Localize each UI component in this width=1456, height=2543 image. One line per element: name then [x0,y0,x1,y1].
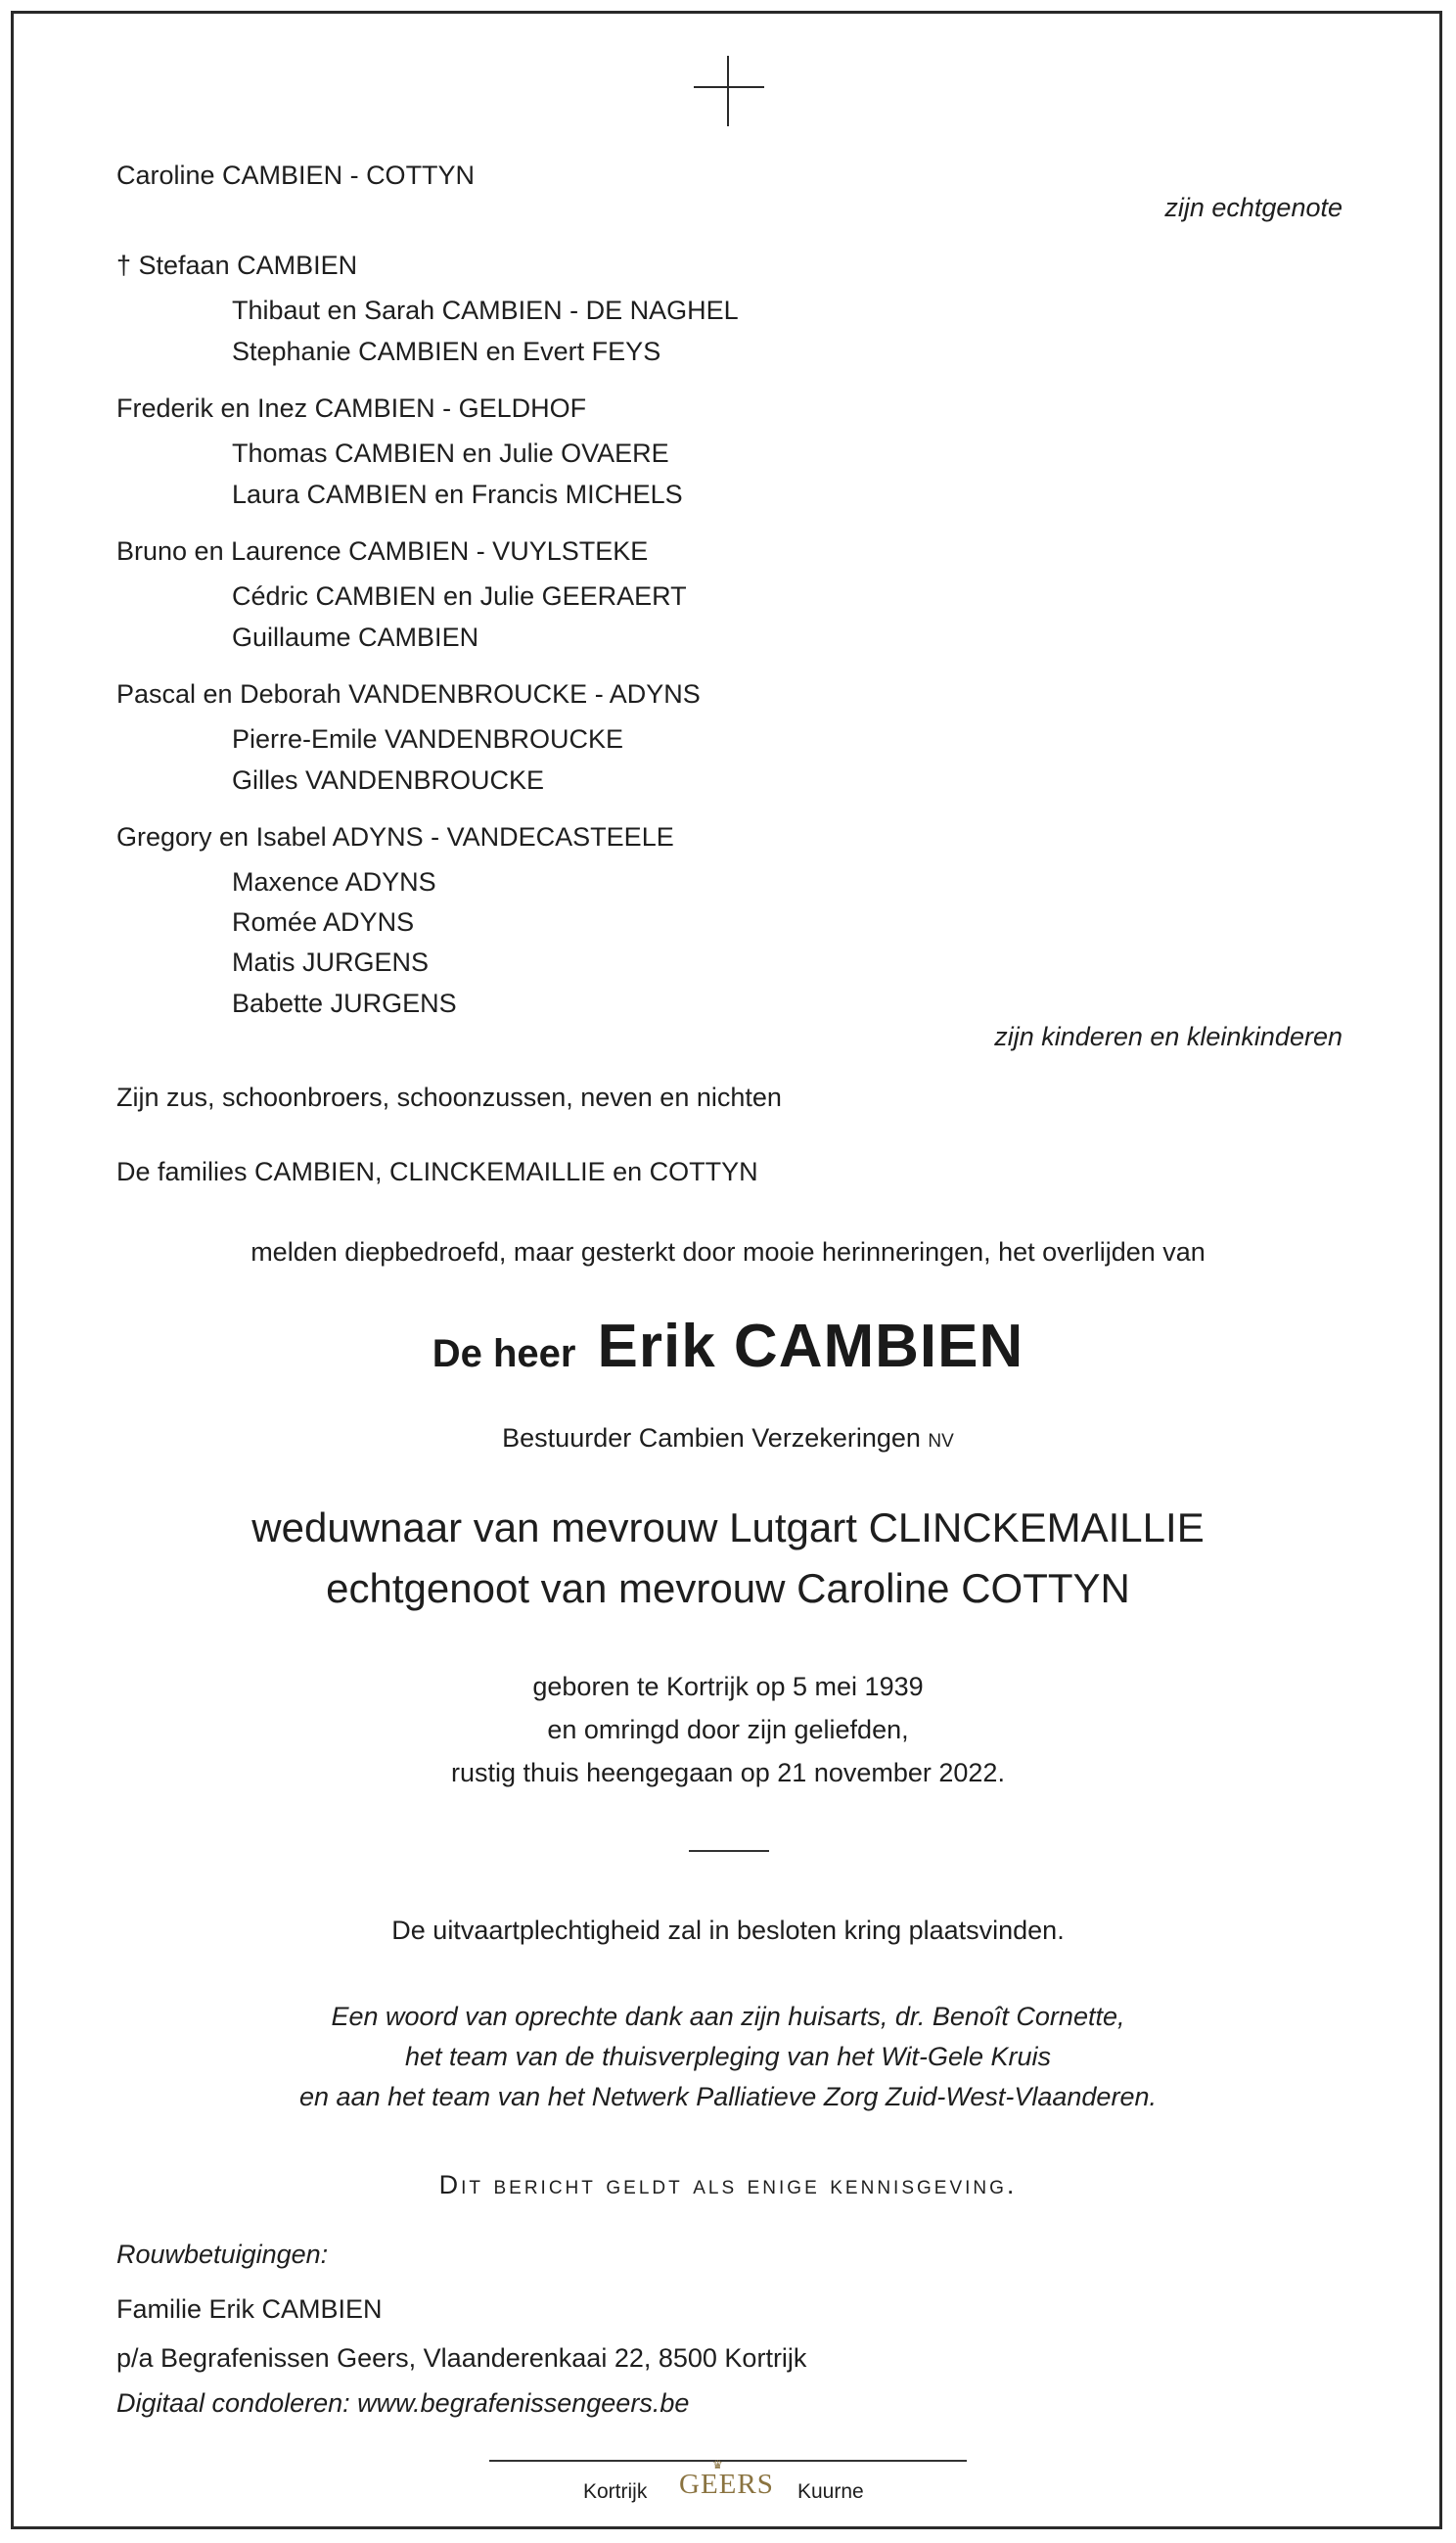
funeral-line: De uitvaartplechtigheid zal in besloten kring plaatsvinden. [391,1916,1065,1945]
family-parent: Bruno en Laurence CAMBIEN - VUYLSTEKE [116,536,649,566]
spouse-role: zijn echtgenote [1164,193,1342,222]
condolences-heading: Rouwbetuigingen: [116,2240,329,2269]
family-child: Guillaume CAMBIEN [232,623,479,652]
footer-left: Kortrijk [583,2480,648,2503]
condolences-address: p/a Begrafenissen Geers, Vlaanderenkaai 22, 8500 Kortrijk [116,2343,807,2373]
family-child: Thibaut en Sarah CAMBIEN - DE NAGHEL [232,296,739,325]
thanks-line: het team van de thuisverpleging van het Wit-Gele Kruis [404,2042,1052,2071]
widower-line: weduwnaar van mevrouw Lutgart CLINCKEMAILLIE [251,1504,1205,1550]
family-child: Thomas CAMBIEN en Julie OVAERE [232,439,669,468]
family-child: Stephanie CAMBIEN en Evert FEYS [232,337,661,366]
footer-right: Kuurne [797,2480,864,2503]
surrounded-line: en omringd door zijn geliefden, [547,1715,909,1744]
family-child: Pierre-Emile VANDENBROUCKE [232,724,624,754]
deceased-prefix: De heer [432,1332,576,1375]
family-child: Cédric CAMBIEN en Julie GEERAERT [232,581,687,611]
deceased-title-text: Bestuurder Cambien Verzekeringen [502,1423,921,1453]
died-line: rustig thuis heengegaan op 21 november 2022. [451,1758,1005,1787]
children-role: zijn kinderen en kleinkinderen [994,1022,1342,1051]
family-child: Maxence ADYNS [232,867,436,897]
cross-icon [727,56,729,126]
family-child: Laura CAMBIEN en Francis MICHELS [232,480,683,509]
condolences-name: Familie Erik CAMBIEN [116,2294,383,2324]
thanks-line: en aan het team van het Netwerk Palliatieve Zorg Zuid-West-Vlaanderen. [299,2082,1157,2111]
born-line: geboren te Kortrijk op 5 mei 1939 [532,1672,924,1701]
family-parent: Pascal en Deborah VANDENBROUCKE - ADYNS [116,679,701,709]
deceased-name-line [0,1312,1456,1381]
thanks-line: Een woord van oprechte dank aan zijn huisarts, dr. Benoît Cornette, [331,2002,1125,2031]
spouse-line: echtgenoot van mevrouw Caroline COTTYN [326,1565,1130,1611]
crown-icon: ♛ [712,2458,723,2472]
spouse-name: Caroline CAMBIEN - COTTYN [116,161,476,190]
footer-line [489,2460,967,2462]
deceased-title-suffix: NV [928,1431,954,1452]
family-parent: Frederik en Inez CAMBIEN - GELDHOF [116,393,587,423]
family-child: Babette JURGENS [232,989,457,1018]
families-line: De families CAMBIEN, CLINCKEMAILLIE en COTTYN [116,1157,758,1186]
siblings-line: Zijn zus, schoonbroers, schoonzussen, neven en nichten [116,1083,782,1112]
separator-dash [689,1850,769,1852]
condolences-online: Digitaal condoleren: www.begrafenissengeers.be [116,2388,690,2418]
deceased-name: Erik CAMBIEN [597,1313,1024,1380]
brand-logo: GEERS [679,2469,774,2500]
family-child: Romée ADYNS [232,907,415,937]
family-parent: † Stefaan CAMBIEN [116,251,358,280]
announcement: melden diepbedroefd, maar gesterkt door mooie herinneringen, het overlijden van [250,1237,1206,1267]
family-child: Gilles VANDENBROUCKE [232,765,545,795]
family-parent: Gregory en Isabel ADYNS - VANDECASTEELE [116,822,674,852]
notice-line: Dit bericht geldt als enige kennisgeving. [438,2170,1018,2199]
deceased-title [0,1421,1456,1458]
family-child: Matis JURGENS [232,948,430,977]
page-border [11,11,1442,2529]
cross-icon-bar [694,86,764,88]
